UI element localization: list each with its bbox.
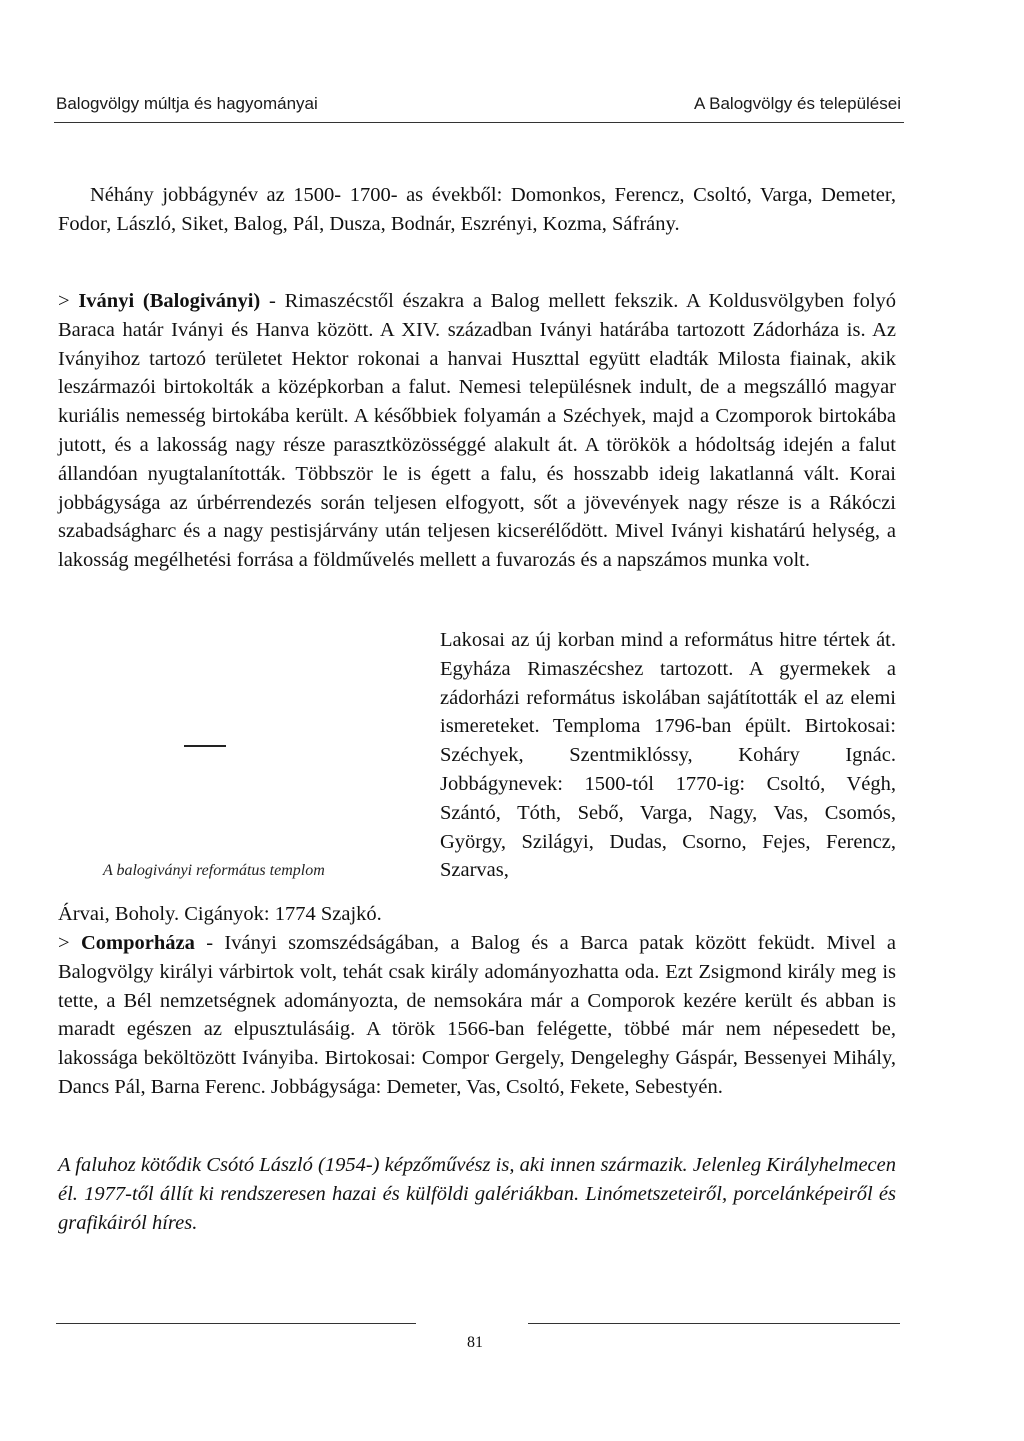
running-header bbox=[56, 94, 901, 114]
ivanyi-text: - Rimaszécstől északra a Balog mellett fekszik. A Koldusvölgyben folyó Baraca határ Iványi és Hanva között. A XIV. században Iványi határába tartozott Zádorháza is. Az Iványihoz tartozó területet Hektor rokonai a hanvai Huszttal együtt eladták Milosta fiainak, akik leszármazói birtokolták a középkorban a falut. Nemesi településnek indult, de a megszálló magyar kuriális nemesség birtokába került. A későbbiek folyamán a Széchyek, majd a Czomporok birtokába jutott, és a lakosság nagy része parasztközösséggé alakult át. A törökök a hódoltság idején a falut állandóan nyugtalanították. Többször le is égett a falu, és hosszabb ideig lakatlanná vált. Korai jobbágysága az úrbérrendezés során teljesen elfogyott, sőt a jövevények nagy része is a Rákóczi szabadságharc és a nagy pestisjárvány után teljesen kicserélődött. Mivel Iványi kishatárú helység, a lakosság megélhetési forrása a földművelés mellett a fuvarozás és a napszámos munka volt. bbox=[58, 290, 897, 572]
paragraph-ivanyi-tail: Árvai, Boholy. Cigányok: 1774 Szajkó. bbox=[58, 903, 382, 925]
footer-rule-left bbox=[56, 1323, 416, 1324]
header-right: A Balogvölgy és települései bbox=[694, 94, 901, 113]
paragraph-comporhaza bbox=[58, 929, 896, 1102]
header-left: Balogvölgy múltja és hagyományai bbox=[56, 94, 318, 113]
image-caption: A balogiványi református templom bbox=[103, 862, 325, 879]
paragraph-artist-note: A faluhoz kötődik Csótó László (1954-) képzőművész is, aki innen származik. Jelenleg Királyhelmecen él. 1977-től állít ki rendszeresen hazai és külföldi galériákban. Linómetszeteiről, porcelánképeiről és grafikáiról híres. bbox=[58, 1154, 896, 1234]
comporhaza-marker: > bbox=[58, 932, 81, 954]
ivanyi-marker: > bbox=[58, 290, 79, 312]
footer-rule-right bbox=[528, 1323, 900, 1324]
paragraph-ivanyi-side: Lakosai az új korban mind a református hitre tértek át. Egyháza Rimaszécshez tartozott. A gyermekek a zádorházi református iskolában sajátították el az elemi ismereteket. Temploma 1796-ban épült. Birtokosai: Széchyek, Szentmiklóssy, Koháry Ignác. Jobbágynevek: 1500-tól 1770-ig: Csoltó, Végh, Szántó, Tóth, Sebő, Varga, Nagy, Vas, Csomós, György, Szilágyi, Dudas, Csorno, Fejes, Ferencz, Szarvas, bbox=[440, 629, 896, 882]
page-number bbox=[0, 1334, 1024, 1352]
ivanyi-heading: Iványi (Balogiványi) bbox=[78, 290, 261, 312]
paragraph-ivanyi bbox=[58, 287, 896, 575]
comporhaza-heading: Comporháza bbox=[80, 932, 195, 954]
header-rule bbox=[54, 122, 904, 123]
church-image-placeholder bbox=[184, 745, 226, 747]
page-number-text: 81 bbox=[467, 1334, 483, 1351]
paragraph-serf-names: Néhány jobbágynév az 1500- 1700- as évekből: Domonkos, Ferencz, Csoltó, Varga, Demeter, Fodor, László, Siket, Balog, Pál, Dusza, Bodnár, Eszrényi, Kozma, Sáfrány. bbox=[58, 184, 896, 235]
comporhaza-text: - Iványi szomszédságában, a Balog és a Barca patak között feküdt. Mivel a Balogvölgy királyi várbirtok volt, tehát csak király adományozhatta oda. Ezt Zsigmond király meg is tette, a Bél nemzetségnek adományozta, de nemsokára már a Comporok kezére került és abban is maradt egészen az elpusztulásáig. A török 1566-ban felégette, többé már nem népesedett be, lakossága beköltözött Iványiba. Birtokosai: Compor Gergely, Dengeleghy Gáspár, Bessenyei Mihály, Dancs Pál, Barna Ferenc. Jobbágysága: Demeter, Vas, Csoltó, Fekete, Sebestyén. bbox=[58, 932, 896, 1098]
